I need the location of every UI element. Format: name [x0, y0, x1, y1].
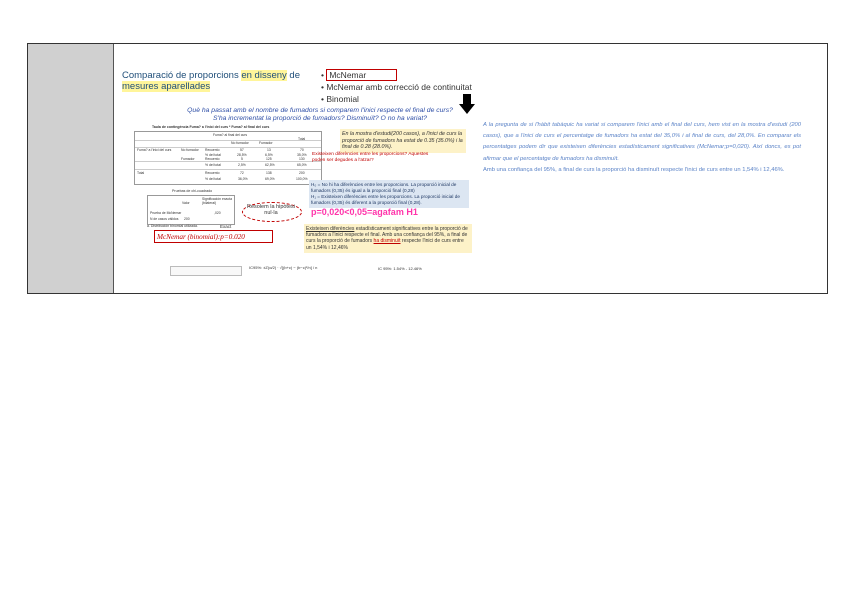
test-cell: Prueba de McNemar — [150, 211, 182, 215]
crosstab-cell: 62,5% — [265, 163, 275, 167]
mcnemar-result-box — [154, 230, 273, 243]
test-table — [147, 195, 235, 225]
method-mcnemar-cc: McNemar amb correcció de continuitat — [326, 82, 472, 92]
crosstab-cell: 6,5% — [265, 153, 273, 157]
title-text-2: de — [286, 70, 300, 81]
crosstab-title: Taula de contingència Fuma? a l'inici del curs * Fuma? al final del curs — [152, 125, 270, 129]
conclusion-mid: estadísticament significatives entre la proporció de fumadors a l'inici respecte el final. Amb una confiança del 95%, a final de curs la proporció de fumadors — [306, 226, 468, 245]
crosstab-cell: Fuma? a l'inici del curs — [137, 148, 172, 152]
interpretation-paragraph-1: A la pregunta de si l'hàbit tabàquic ha variat si comparem l'inici amb el final del curs, hem vist en la mostra d'estudi (200 casos), que a l'inici de curs el percentatge de fumadors ha estat del 35,0% i al final de curs, del 28,0%. En comparar els percentatges podem dir que existeixen diferències estadísticament significatives (McNemar;p=0,020). Així doncs, es pot afirmar que el percentatge de fumadors ha disminuït. — [483, 122, 801, 162]
crosstab-cell: Total — [137, 171, 145, 175]
question-note: Existeixen diferències entre les proporcions? Aquestes poden ser degudes a l'atzar? — [312, 152, 429, 163]
crosstab-cell: No fumador — [181, 148, 199, 152]
ci-result: IC 95%: 1.54% - 12.46% — [378, 266, 422, 271]
conclusion-highlight: ha disminuït — [373, 238, 401, 245]
crosstab-cell: 200 — [299, 171, 305, 175]
ci-formula: IC95%: ±Z(α/2) · √[(b+c) − (b−c)²/n] / n — [249, 265, 318, 270]
title-highlight-2: mesures aparellades — [122, 81, 211, 92]
crosstab-cell: 35,0% — [297, 153, 307, 157]
test-cell: 200 — [184, 217, 190, 221]
title-highlight: en disseny — [241, 70, 287, 81]
test-cell: N de casos válidos — [150, 217, 179, 221]
resolve-label: Resolem la hipòtesi nul·la — [247, 204, 295, 216]
method-binomial: Binomial — [326, 94, 359, 104]
crosstab-cell: Fumador — [181, 157, 195, 161]
slide-frame — [27, 43, 828, 294]
left-gutter — [28, 44, 114, 293]
p-value-result: p=0,020<0,05=agafam H1 — [311, 207, 418, 217]
mcnemar-result: McNemar (binomial):p=0.020 — [157, 233, 245, 241]
interpretation-text — [483, 120, 801, 176]
crosstab-col-no: No fumador — [231, 141, 249, 145]
methods-list: • McNemar • McNemar amb correcció de continuitat • Binomial — [321, 70, 472, 104]
question-line-2: S'ha incrementat la proporció de fumadors? Disminuït? O no ha variat? — [213, 115, 427, 122]
crosstab-col-yes: Fumador — [259, 141, 273, 145]
conclusion-end: respecte l'inici de curs entre un 1,54% i 12,46% — [306, 238, 464, 251]
crosstab-cell: 13 — [267, 148, 271, 152]
slide-title — [122, 70, 307, 92]
crosstab-cell: 2,5% — [238, 163, 246, 167]
crosstab-col-total: Total — [298, 137, 306, 141]
crosstab-cell: Recuento — [205, 171, 220, 175]
hypothesis-h1: H₁ = Existeixen diferències entre les proporcions. La proporció inicial de fumadors (0,35) és diferent a la proporció final (0,28). — [311, 194, 460, 205]
test-col-value: Valor — [182, 201, 190, 205]
test-footnote: a. Distribución binomial utilizada. — [147, 224, 198, 228]
exact-label: Exact — [220, 224, 232, 229]
crosstab-cell: 69,0% — [265, 177, 275, 181]
crosstab-cell: 130 — [299, 157, 305, 161]
hypotheses-box — [309, 180, 469, 208]
crosstab-cell: 70 — [300, 148, 304, 152]
question-line-1: Què ha passat amb el nombre de fumadors si comparem l'inici respecte el final de curs? — [187, 107, 453, 114]
crosstab-cell: 57 — [240, 148, 244, 152]
slide-content — [114, 44, 827, 293]
crosstab-col-group: Fuma? al final del curs — [213, 133, 248, 137]
conclusion-lead: Existeixen diferències — [306, 226, 355, 232]
crosstab-cell: 72 — [240, 171, 244, 175]
test-cell: ,020 — [214, 211, 221, 215]
sample-note: En la mostra d'estudi(200 casos), a l'inici de curs la proporció de fumadors ha estat de 0.35 (35.0%) i la final de 0.28 (28.0%). — [340, 129, 466, 153]
test-col-sig: Significación exacta (bilateral) — [202, 197, 232, 205]
conclusion-box — [304, 224, 472, 253]
interpretation-paragraph-2: Amb una confiança del 95%, a final de curs la proporció ha disminuït respecte l'inici de curs entre un 1,54% i 12,46%. — [483, 166, 785, 173]
crosstab-cell: 65,0% — [297, 163, 307, 167]
crosstab-table — [134, 131, 322, 185]
crosstab-cell: 138 — [266, 171, 272, 175]
crosstab-cell: 28,5% — [237, 153, 247, 157]
crosstab-cell: 36,0% — [238, 177, 248, 181]
crosstab-cell: 100,0% — [296, 177, 308, 181]
question — [170, 107, 470, 123]
formula-image — [170, 266, 242, 276]
crosstab-cell: 5 — [241, 157, 243, 161]
crosstab-cell: % del total — [205, 153, 221, 157]
hypothesis-h0: H₀ = No hi ha diferències entre les proporcions. La proporció inicial de fumadors (0,35) és igual a la proporció final (0,28) — [311, 182, 457, 193]
crosstab-cell: 125 — [266, 157, 272, 161]
crosstab-cell: % del total — [205, 163, 221, 167]
test-table-title: Pruebas de chi-cuadrado — [172, 189, 213, 193]
crosstab-cell: Recuento — [205, 157, 220, 161]
title-text: Comparació de proporcions — [122, 70, 242, 81]
method-mcnemar: McNemar — [326, 69, 397, 81]
crosstab-cell: Recuento — [205, 148, 220, 152]
crosstab-cell: % del total — [205, 177, 221, 181]
